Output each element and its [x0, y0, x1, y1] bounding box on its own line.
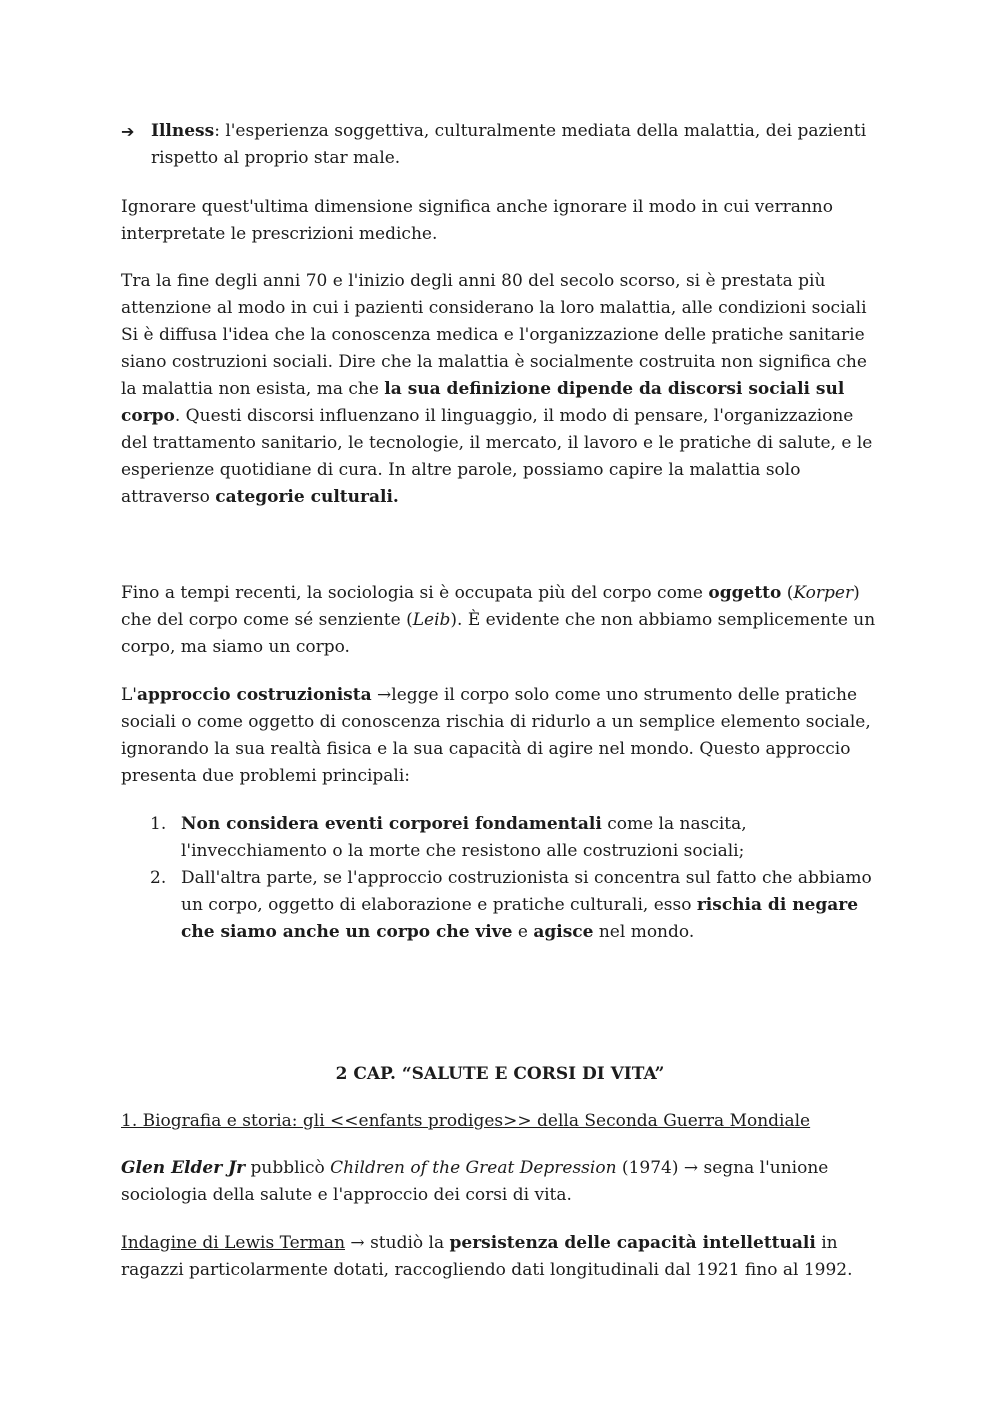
text-span: ). È evidente che non abbiamo semplicemente un corpo, ma siamo un corpo. — [121, 610, 876, 657]
text-span: in ragazzi particolarmente dotati, raccogliendo dati longitudinali dal 1921 fino al 1992. — [121, 1233, 853, 1280]
list-number: 1. — [150, 814, 167, 834]
text-span: Dall'altra parte, se l'approccio costruzionista si concentra sul fatto che abbiamo un corpo, oggetto di elaborazione e pratiche culturali, esso — [181, 868, 872, 915]
term-illness: Illness — [151, 121, 215, 141]
text-span: . Questi discorsi influenzano il linguaggio, il modo di pensare, l'organizzazione del trattamento sanitario, le tecnologie, il mercato, il lavoro e le pratiche di salute, e le esperienze quotidiane di cura. In altre parole, possiamo capire la malattia solo attraverso — [121, 406, 873, 507]
text-span: Tra la fine degli anni 70 e l'inizio degli anni 80 del secolo scorso, si è prestata più attenzione al modo in cui i pazienti considerano la loro malattia, alle condizioni sociali Si è diffusa l'idea che la conoscenza medica e l'organizzazione delle pratiche sanitarie siano costruzioni sociali. Dire che la malattia è socialmente costruita non significa che la malattia non esista, ma che — [121, 271, 867, 399]
chapter-title — [121, 1061, 879, 1088]
italic-span: Children of the Great Depression — [330, 1158, 617, 1178]
bold-span: approccio costruzionista — [136, 685, 372, 705]
list-item — [150, 865, 879, 946]
text-span: pubblicò — [245, 1158, 331, 1178]
text-span: ( — [781, 583, 794, 603]
bold-span: oggetto — [708, 583, 782, 603]
list-item — [150, 811, 879, 865]
bold-span: la sua definizione dipende da discorsi sociali sul corpo — [121, 379, 845, 426]
chapter-title-text: 2 CAP. “SALUTE E CORSI DI VITA” — [335, 1064, 665, 1084]
list-number: 2. — [150, 868, 167, 888]
bold-italic-span: Glen Elder Jr — [121, 1158, 246, 1178]
bold-span: rischia di negare che siamo anche un corpo che vive — [181, 895, 859, 942]
section-title-text: 1. Biografia e storia: gli <<enfants prodiges>> della Seconda Guerra Mondiale — [121, 1111, 811, 1131]
arrow-bullet-icon: ➔ — [121, 122, 135, 141]
paragraph-ignorare: Ignorare quest'ultima dimensione significa anche ignorare il modo in cui verranno interpretate le prescrizioni mediche. — [121, 197, 833, 244]
document-page — [121, 0, 879, 1280]
text-span: L' — [121, 685, 137, 705]
paragraph-fine-anni — [121, 268, 879, 511]
text-span: e — [512, 922, 534, 942]
section-title — [121, 1108, 879, 1135]
text-span: →legge il corpo solo come uno strumento delle pratiche sociali o come oggetto di conoscenza rischia di ridurlo a un semplice elemento sociale, ignorando la sua realtà fisica e la sua capacità di agire nel mondo. Questo approccio presenta due problemi principali: — [121, 685, 871, 786]
paragraph-terman — [121, 1230, 879, 1284]
text-span: → studiò la — [345, 1233, 450, 1253]
text-span: ) che del corpo come sé senziente ( — [121, 583, 860, 630]
text-span: come la nascita, l'invecchiamento o la morte che resistono alle costruzioni sociali; — [181, 814, 747, 861]
text-span: Fino a tempi recenti, la sociologia si è occupata più del corpo come — [121, 583, 709, 603]
bold-span: categorie culturali. — [215, 487, 399, 507]
bold-span: agisce — [533, 922, 594, 942]
underlined-span: Indagine di Lewis Terman — [121, 1233, 346, 1253]
paragraph-fino — [121, 580, 879, 661]
bold-span: Non considera eventi corporei fondamentali — [181, 814, 602, 834]
bold-span: persistenza delle capacità intellettuali — [449, 1233, 816, 1253]
paragraph-elder — [121, 1155, 879, 1209]
paragraph-approccio — [121, 682, 879, 790]
bullet-text: : l'esperienza soggettiva, culturalmente mediata della malattia, dei pazienti rispetto al proprio star male. — [151, 121, 867, 168]
italic-span: Korper — [793, 583, 854, 603]
numbered-list — [150, 811, 879, 946]
text-span: (1974) → segna l'unione sociologia della salute e l'approccio dei corsi di vita. — [121, 1158, 829, 1205]
bullet-item-illness — [121, 118, 879, 172]
italic-span: Leib — [412, 610, 451, 630]
text-span: nel mondo. — [593, 922, 695, 942]
